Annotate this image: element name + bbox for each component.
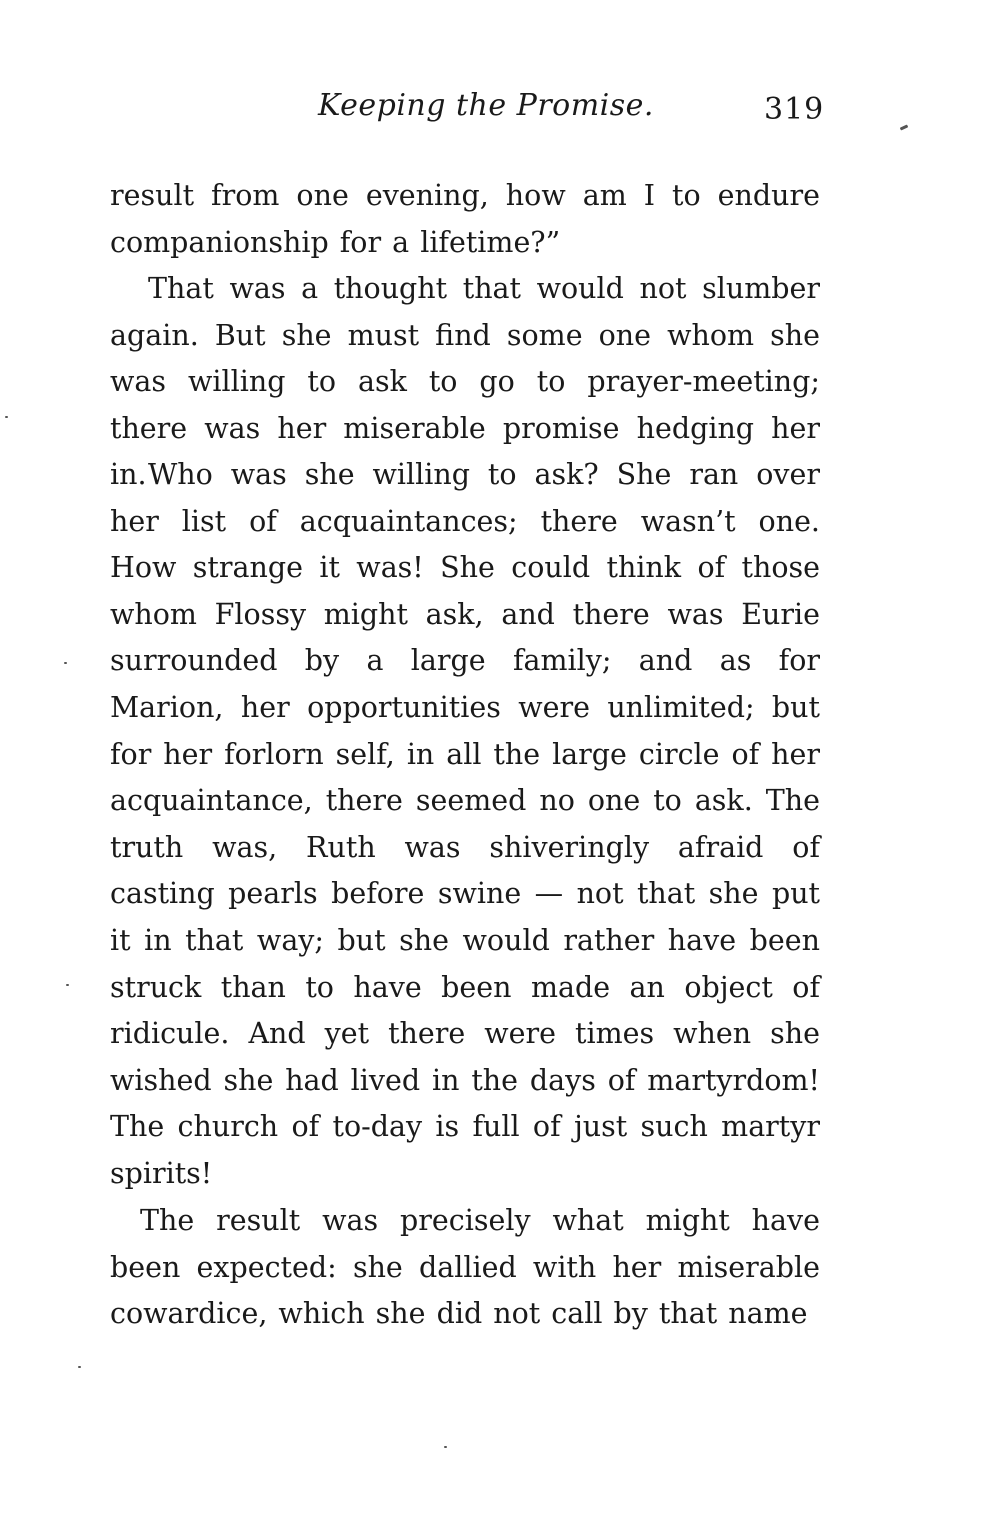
scan-speck — [66, 984, 69, 986]
running-title: Keeping the Promise. — [318, 88, 654, 123]
page-number: 319 — [764, 92, 825, 127]
paragraph-3: Who was she willing to ask? She ran over her list of acquaintances; there wasn’t one. How strange it was! She could think of those whom Flossy might ask, and there was Eurie surrounded by a large family; and as for Marion, her opportunities were unlimited; but for her forlorn self, in all the large circle of her acquaintance, there seemed no one to ask. The truth was, Ruth was shiveringly afraid of casting pearls before swine — not that she put it in that way; but she would rather have been struck than to have been made an object of ridicule. And yet there were times when she wished she had lived in the days of martyrdom! The church of to-day is full of just such martyr spirits! — [110, 458, 820, 1190]
scan-speck — [900, 124, 909, 130]
scan-speck — [5, 416, 8, 418]
scan-speck — [78, 1366, 81, 1368]
paragraph-1: result from one evening, how am I to endure companionship for a lifetime?” — [110, 179, 820, 259]
paragraph-2: That was a thought that would not slumber again. But she must find some one whom she was willing to ask to go to prayer-meeting; there was her miserable promise hedging her in. — [110, 272, 820, 492]
paragraph-4: The result was precisely what might have been expected: she dallied with her miserable cowardice, which she did not call by that name — [110, 1204, 820, 1331]
scan-speck — [444, 1446, 447, 1448]
scan-speck — [64, 662, 67, 664]
